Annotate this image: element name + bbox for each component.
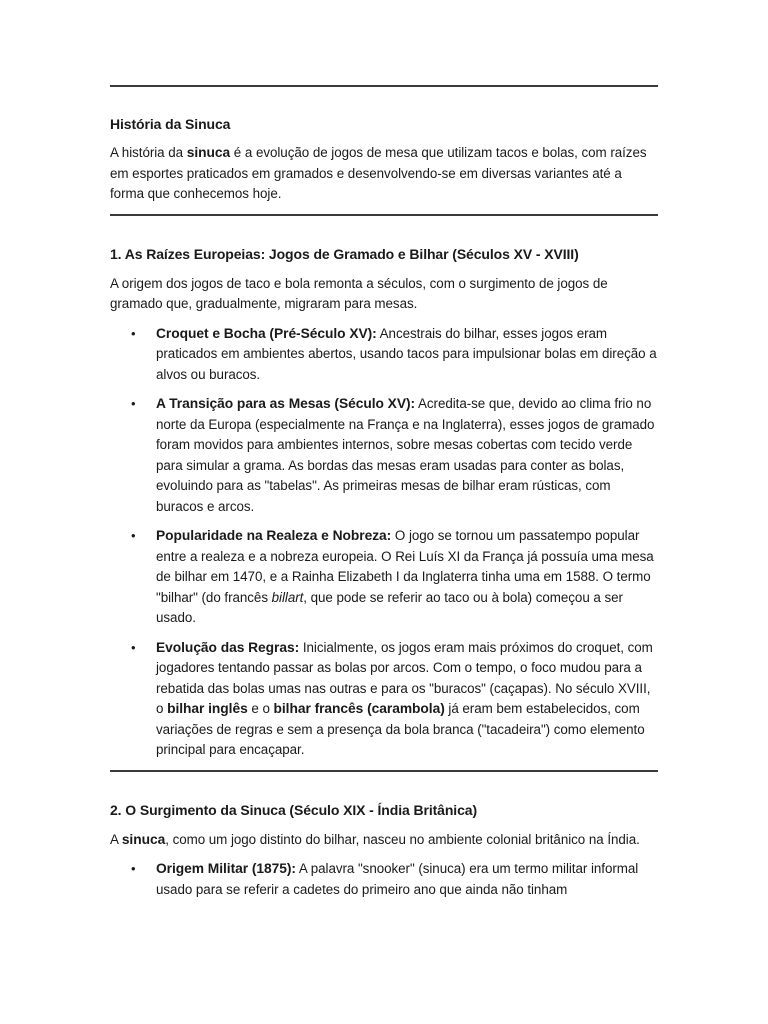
list-item-text: A palavra "snooker" (sinuca) era um termo militar informal usado para se referir a cadetes do primeiro ano que ainda não tinham bbox=[156, 861, 639, 897]
bullet-icon: • bbox=[131, 396, 136, 411]
section-1-list bbox=[110, 324, 658, 761]
list-item bbox=[110, 394, 658, 517]
list-item-label: A Transição para as Mesas (Século XV): bbox=[156, 396, 416, 411]
intro-paragraph bbox=[110, 143, 658, 205]
list-item-label: Evolução das Regras: bbox=[156, 639, 300, 655]
bullet-icon: • bbox=[131, 528, 136, 543]
intro-bold-term: sinuca bbox=[186, 145, 231, 160]
document-page bbox=[110, 0, 658, 900]
list-item bbox=[110, 526, 658, 629]
section-2-bold-term: sinuca bbox=[121, 831, 166, 847]
intro-text-before: A história da bbox=[110, 145, 187, 160]
list-item-bold-term: bilhar francês (carambola) bbox=[273, 701, 445, 716]
section-2-list bbox=[110, 859, 658, 900]
list-item-italic-term: billart bbox=[271, 589, 304, 605]
list-item bbox=[110, 324, 658, 386]
bullet-icon: • bbox=[131, 861, 136, 876]
list-item-text: Acredita-se que, devido ao clima frio no norte da Europa (especialmente na França e na Inglaterra), esses jogos de gramado foram movidos para ambientes internos, sobre mesas cobertas com tecido verde para simular a grama. As bordas das mesas eram usadas para conter as bolas, evoluindo para as "tabelas". As primeiras mesas de bilhar eram rústicas, com buracos e arcos. bbox=[156, 396, 655, 514]
horizontal-rule bbox=[110, 770, 658, 772]
list-item-text: Inicialmente, os jogos eram mais próximos do croquet, com jogadores tentando passar as bolas por arcos. Com o tempo, o foco mudou para a rebatida das bolas umas nas outras e para os "buracos" (caçapas). No século XVIII, o bbox=[156, 639, 653, 716]
document-title: História da Sinuca bbox=[110, 116, 231, 132]
list-item-text: Ancestrais do bilhar, esses jogos eram praticados em ambientes abertos, usando tacos para impulsionar bolas em direção a alvos ou buracos. bbox=[156, 325, 657, 382]
section-2-text-before: A bbox=[110, 831, 122, 847]
list-item-label: Origem Militar (1875): bbox=[156, 861, 296, 876]
section-1-paragraph: A origem dos jogos de taco e bola remonta a séculos, com o surgimento de jogos de gramado que, gradualmente, migraram para mesas. bbox=[110, 275, 608, 311]
list-item-text: O jogo se tornou um passatempo popular entre a realeza e a nobreza europeia. O Rei Luís XI da França já possuía uma mesa de bilhar em 1470, e a Rainha Elizabeth I da Inglaterra tinha uma em 1588. O termo "bilhar" (do francês bbox=[156, 528, 654, 605]
section-1-title: 1. As Raízes Europeias: Jogos de Gramado e Bilhar (Séculos XV - XVIII) bbox=[110, 245, 579, 262]
list-item bbox=[110, 859, 658, 900]
section-2-text-after: , como um jogo distinto do bilhar, nasceu no ambiente colonial britânico na Índia. bbox=[165, 831, 640, 847]
list-item-text: , que pode se referir ao taco ou à bola) começou a ser usado. bbox=[156, 589, 623, 625]
bullet-icon: • bbox=[131, 639, 136, 655]
section-2-title: 2. O Surgimento da Sinuca (Século XIX - Índia Britânica) bbox=[110, 801, 478, 818]
bullet-icon: • bbox=[131, 325, 136, 341]
list-item bbox=[110, 638, 658, 761]
horizontal-rule bbox=[110, 214, 658, 216]
section-2-paragraph bbox=[110, 830, 658, 851]
list-item-label: Popularidade na Realeza e Nobreza: bbox=[156, 528, 392, 543]
horizontal-rule bbox=[110, 85, 658, 87]
list-item-label: Croquet e Bocha (Pré-Século XV): bbox=[156, 325, 377, 341]
list-item-text: já eram bem estabelecidos, com variações de regras e sem a presença da bola branca ("tacadeira") como elemento principal para encaçapar. bbox=[156, 701, 645, 757]
list-item-text: e o bbox=[247, 701, 274, 716]
list-item-bold-term: bilhar inglês bbox=[167, 701, 248, 716]
intro-text-after: é a evolução de jogos de mesa que utilizam tacos e bolas, com raízes em esportes praticados em gramados e desenvolvendo-se em diversas variantes até a forma que conhecemos hoje. bbox=[110, 145, 647, 201]
